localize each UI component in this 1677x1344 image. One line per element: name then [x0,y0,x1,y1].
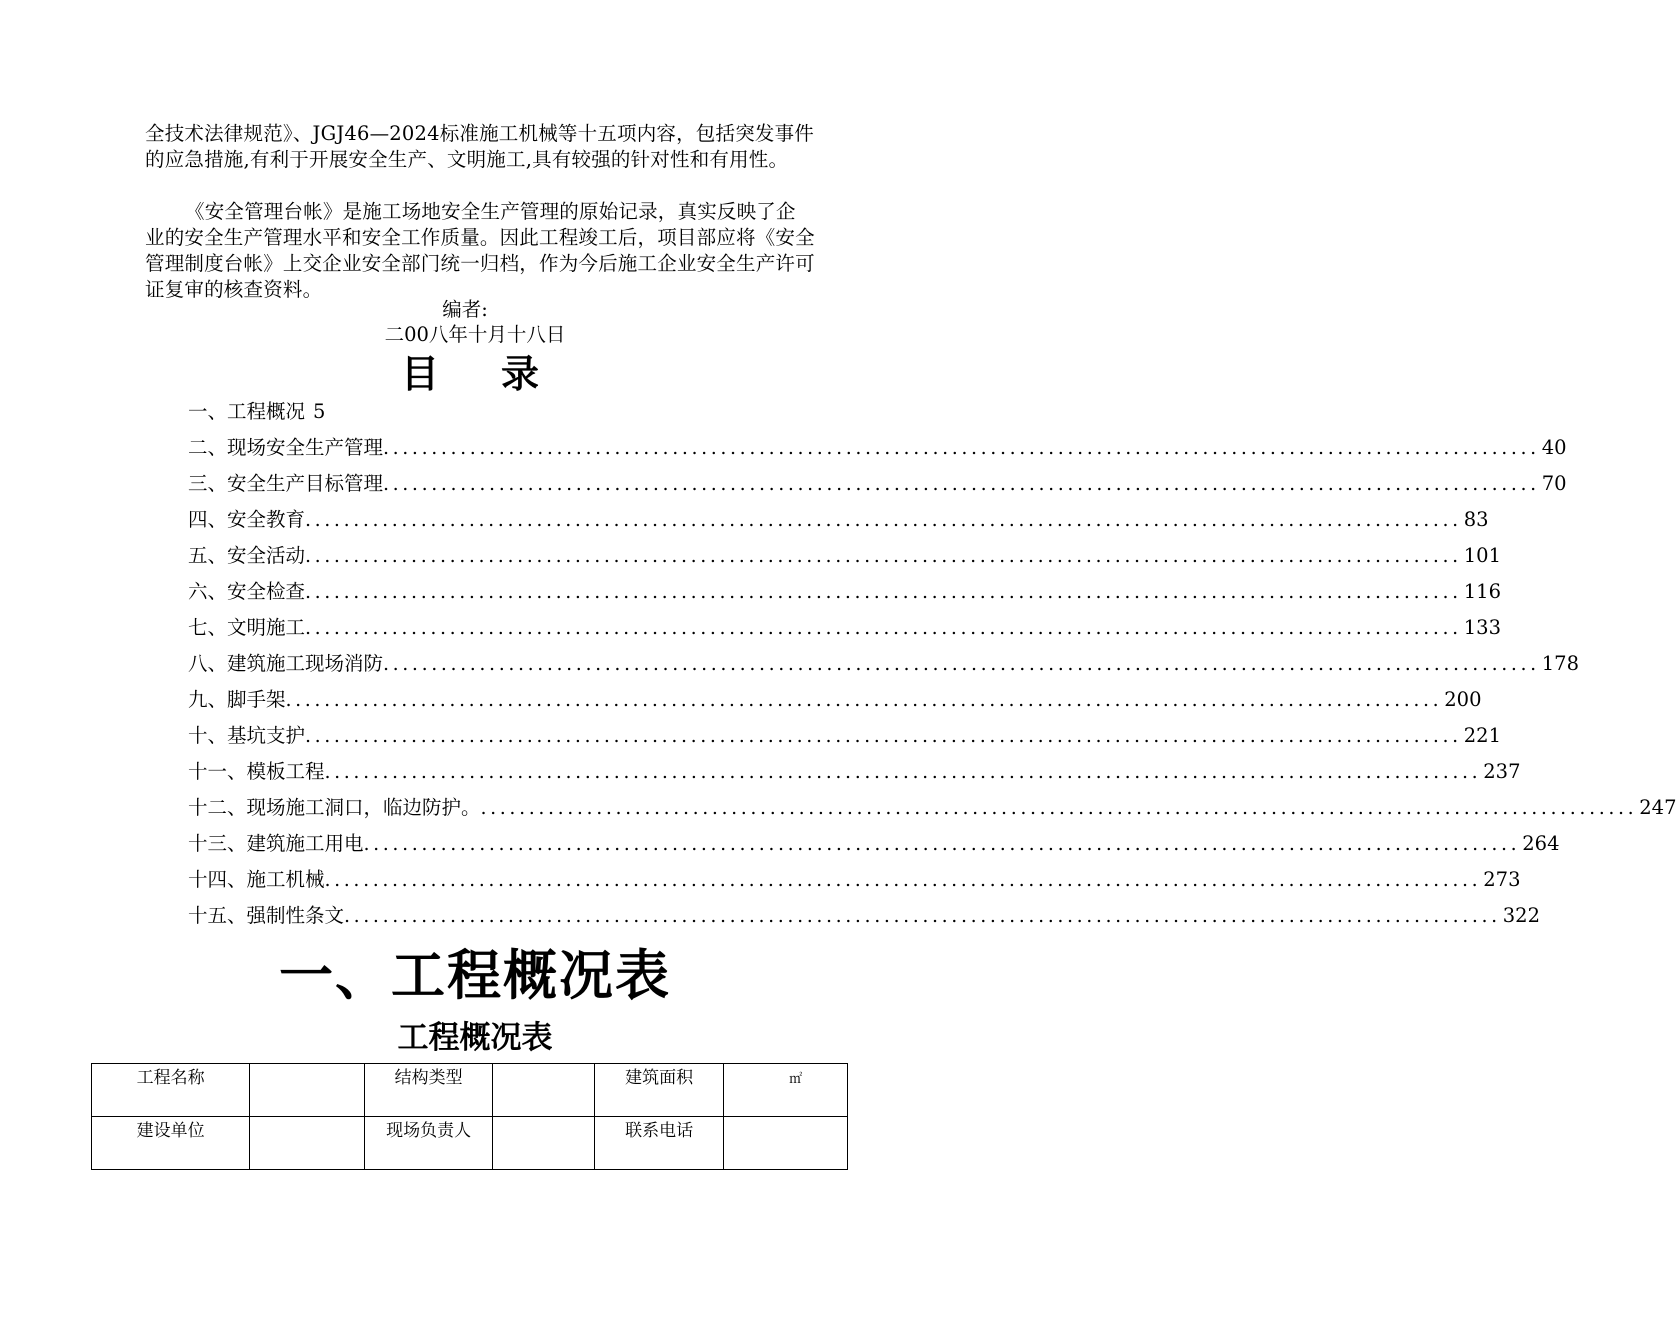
table-cell [493,1117,595,1170]
toc-item [188,574,1501,610]
document-date: 二00八年十月十八日 [384,323,566,346]
table-cell [250,1064,364,1117]
toc-dot-leader: ........................................................................................................................ [344,905,1501,927]
toc-item [188,898,1540,934]
toc-dot-leader: ........................................................................................................................ [305,581,1462,603]
table-row [92,1117,848,1170]
toc-item-label: 十三、建筑施工用电 [188,832,364,855]
intro-paragraph-continued: 全技术法律规范》、JGJ46—2024标准施工机械等十五项内容，包括突发事件的应急措施,有利于开展安全生产、文明施工,具有较强的针对性和有用性。 [145,122,815,171]
toc-dot-leader: ........................................................................................................................ [383,653,1540,675]
toc-dot-leader: ........................................................................................................................ [383,437,1540,459]
toc-item [188,790,1677,826]
toc-dot-leader: ........................................................................................................................ [305,725,1462,747]
toc-item [188,394,798,430]
toc-item-page: 200 [1444,688,1482,711]
toc-item-label: 十五、强制性条文 [188,904,345,927]
toc-item-page: 264 [1522,832,1560,855]
table-cell: 建筑面积 [594,1064,723,1117]
project-overview-table [91,1063,848,1170]
toc-item-label: 九、脚手架 [188,688,286,711]
toc-dot-leader: ........................................................................................................................ [383,473,1540,495]
toc-item-page: 221 [1463,724,1501,747]
table-cell: 建设单位 [92,1117,250,1170]
toc-item-page: 40 [1541,436,1567,459]
toc-title: 目录 [400,352,601,396]
table-cell: 结构类型 [364,1064,493,1117]
table-of-contents [188,394,1677,934]
toc-item-label: 十二、现场施工洞口，临边防护。 [188,796,481,819]
toc-dot-leader: ........................................................................................................................ [305,509,1462,531]
toc-item-page: 5 [313,400,326,423]
toc-item [188,862,1521,898]
intro-paragraph: 《安全管理台帐》是施工场地安全生产管理的原始记录，真实反映了企业的安全生产管理水平和安全工作质量。因此工程竣工后，项目部应将《安全管理制度台帐》上交企业安全部门统一归档，作为今后施工企业安全生产许可证复审的核查资料。 [145,200,815,301]
toc-item [188,430,1567,466]
toc-dot-leader: ........................................................................................................................ [305,545,1462,567]
toc-dot-leader: ........................................................................................................................ [324,869,1482,891]
toc-dot-leader: ........................................................................................................................ [285,689,1443,711]
table-cell [724,1117,848,1170]
editor-label: 编者: [442,298,488,321]
toc-item [188,610,1501,646]
table-cell [250,1117,364,1170]
toc-item [188,502,1489,538]
toc-item-page: 116 [1463,580,1501,603]
toc-item-label: 二、现场安全生产管理 [188,436,384,459]
toc-item-page: 101 [1463,544,1501,567]
table-cell [724,1064,848,1117]
section-heading: 一、工程概况表 [279,944,671,1007]
toc-dot-leader: ........................................................................................................................ [480,797,1638,819]
area-unit: ㎡ [789,1072,803,1087]
toc-item-page: 133 [1463,616,1501,639]
toc-dot-leader: ........................................................................................................................ [363,833,1521,855]
toc-item [188,754,1521,790]
toc-item-page: 247 [1639,796,1677,819]
toc-item-label: 十四、施工机械 [188,868,325,891]
toc-item [188,826,1560,862]
toc-item-page: 178 [1541,652,1579,675]
toc-item-label: 三、安全生产目标管理 [188,472,384,495]
toc-item [188,646,1579,682]
toc-item-label: 八、建筑施工现场消防 [188,652,384,675]
table-cell [493,1064,595,1117]
toc-dot-leader: ........................................................................................................................ [305,617,1462,639]
toc-item [188,538,1501,574]
toc-item-label: 十一、模板工程 [188,760,325,783]
toc-item-label: 十、基坑支护 [188,724,306,747]
table-cell: 工程名称 [92,1064,250,1117]
table-cell: 现场负责人 [364,1117,493,1170]
toc-item [188,718,1501,754]
toc-item-label: 五、安全活动 [188,544,306,567]
toc-item-label: 七、文明施工 [188,616,306,639]
toc-item-page: 237 [1483,760,1521,783]
toc-dot-leader: ........................................................................................................................ [324,761,1482,783]
toc-item-page: 322 [1502,904,1540,927]
toc-item-page: 70 [1541,472,1567,495]
table-title: 工程概况表 [397,1020,553,1056]
toc-item-label: 六、安全检查 [188,580,306,603]
toc-item-page: 273 [1483,868,1521,891]
toc-item-label: 一、工程概况 [188,400,306,423]
toc-item [188,682,1482,718]
table-cell: 联系电话 [594,1117,723,1170]
toc-item-label: 四、安全教育 [188,508,306,531]
toc-item [188,466,1567,502]
toc-item-page: 83 [1463,508,1489,531]
table-row [92,1064,848,1117]
